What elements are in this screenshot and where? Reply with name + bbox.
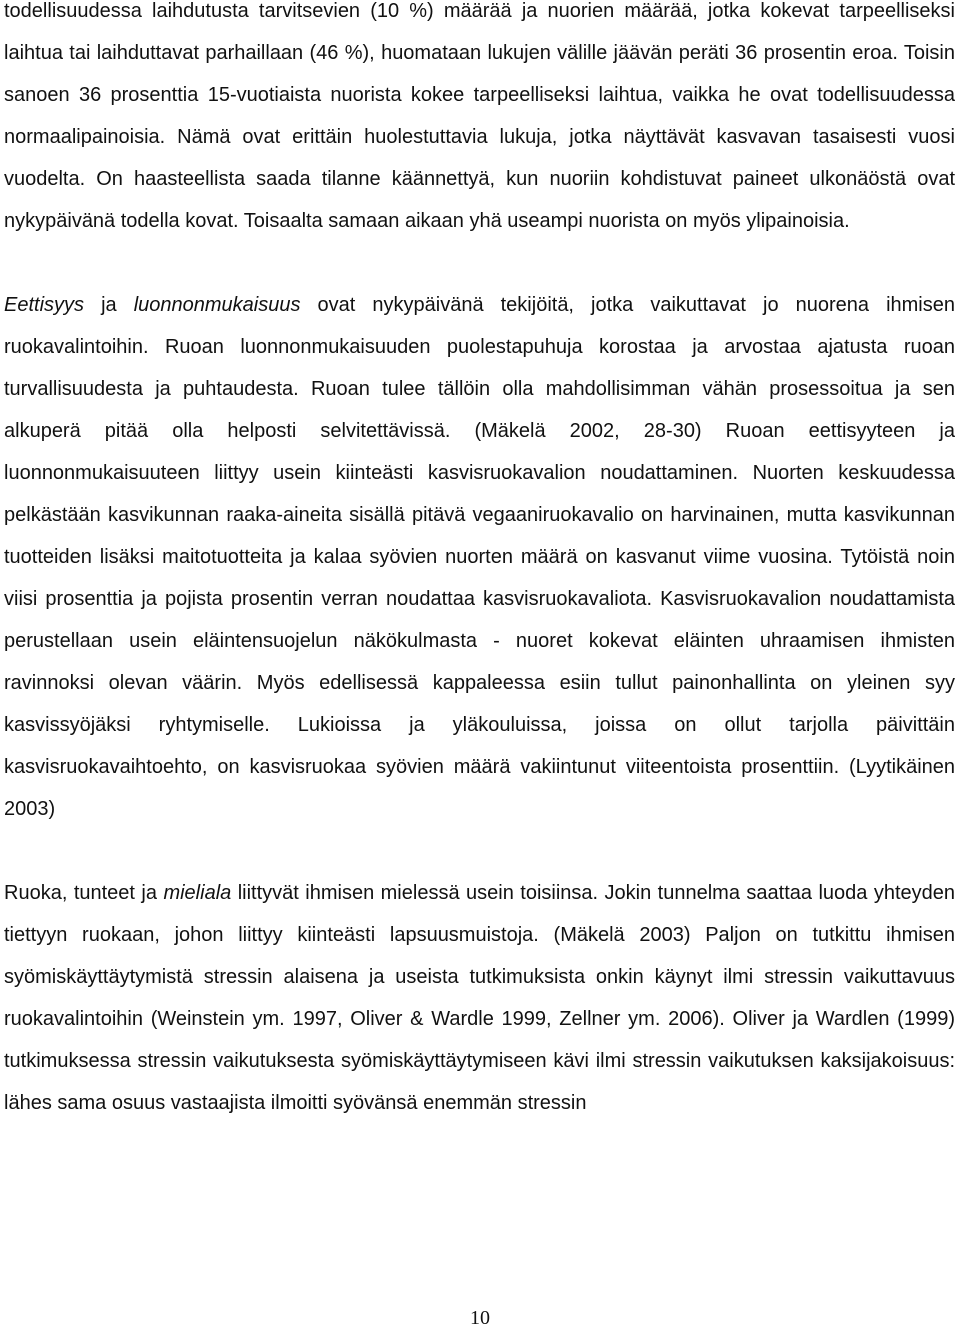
document-page: [4, 0, 955, 1124]
paragraph-3-run-3: liittyvät ihmisen mielessä usein toisiinsa. Jokin tunnelma saattaa luoda yhteyden tiettyyn ruokaan, johon liittyy kiinteästi lapsuusmuistoja. (Mäkelä 2003) Paljon on tutkittu ihmisen syömiskäyttäytymistä stressin alaisena ja useista tutkimuksista onkin käynyt ilmi stressin vaikuttavuus ruokavalintoihin (Weinstein ym. 1997, Oliver & Wardle 1999, Zellner ym. 2006). Oliver ja Wardlen (1999) tutkimuksessa stressin vaikutuksesta syömiskäyttäytymiseen kävi ilmi stressin vaikutuksen kaksijakoisuus: lähes sama osuus vastaajista ilmoitti syövänsä enemmän stressin: [4, 882, 955, 1114]
paragraph-2-run-2: ja: [84, 294, 134, 316]
term-mieliala: mieliala: [163, 882, 232, 904]
paragraph-2-run-4: ovat nykypäivänä tekijöitä, jotka vaikuttavat jo nuorena ihmisen ruokavalintoihin. Ruoan luonnonmukaisuuden puolestapuhuja korostaa ja arvostaa ajatusta ruoan turvallisuudesta ja puhtaudesta. Ruoan tulee tällöin olla mahdollisimman vähän prosessoitua ja sen alkuperä pitää olla helposti selvitettävissä. (Mäkelä 2002, 28-30) Ruoan eettisyyteen ja luonnonmukaisuuteen liittyy usein kiinteästi kasvisruokavalion noudattaminen. Nuorten keskuudessa pelkästään kasvikunnan raaka-aineita sisällä pitävä vegaaniruokavalio on harvinainen, mutta kasvikunnan tuotteiden lisäksi maitotuotteita ja kalaa syövien nuorten määrä on kasvanut viime vuosina. Tytöistä noin viisi prosenttia ja pojista prosentin verran noudattaa kasvisruokavaliota. Kasvisruokavalion noudattamista perustellaan usein eläintensuojelun näkökulmasta - nuoret kokevat eläinten uhraamisen ihmisten ravinnoksi olevan väärin. Myös edellisessä kappaleessa esiin tullut painonhallinta on yleinen syy kasvissyöjäksi ryhtymiselle. Lukioissa ja yläkouluissa, joissa on ollut tarjolla päivittäin kasvisruokavaihtoehto, on kasvisruokaa syövien määrä vakiintunut viiteentoista prosenttiin. (Lyytikäinen 2003): [4, 294, 955, 820]
page-number: 10: [470, 1307, 490, 1329]
paragraph-2: [4, 284, 955, 830]
paragraph-1-run-1: todellisuudessa laihdutusta tarvitsevien (10 %) määrää ja nuorien määrää, jotka kokevat tarpeelliseksi laihtua tai laihduttavat parhaillaan (46 %), huomataan lukujen välille jäävän peräti 36 prosentin eroa. Toisin sanoen 36 prosenttia 15-vuotiaista nuorista kokee tarpeelliseksi laihtua, vaikka he ovat todellisuudessa normaalipainoisia. Nämä ovat erittäin huolestuttavia lukuja, jotka näyttävät kasvavan tasaisesti vuosi vuodelta. On haasteellista saada tilanne käännettyä, kun nuoriin kohdistuvat paineet ulkonäöstä ovat nykypäivänä todella kovat. Toisaalta samaan aikaan yhä useampi nuorista on myös ylipainoisia.: [4, 0, 955, 232]
paragraph-3: [4, 872, 955, 1124]
term-eettisyys: Eettisyys: [4, 294, 85, 316]
term-luonnonmukaisuus: luonnonmukaisuus: [133, 294, 301, 316]
paragraph-1: [4, 0, 955, 242]
paragraph-3-run-1: Ruoka, tunteet ja: [4, 882, 164, 904]
